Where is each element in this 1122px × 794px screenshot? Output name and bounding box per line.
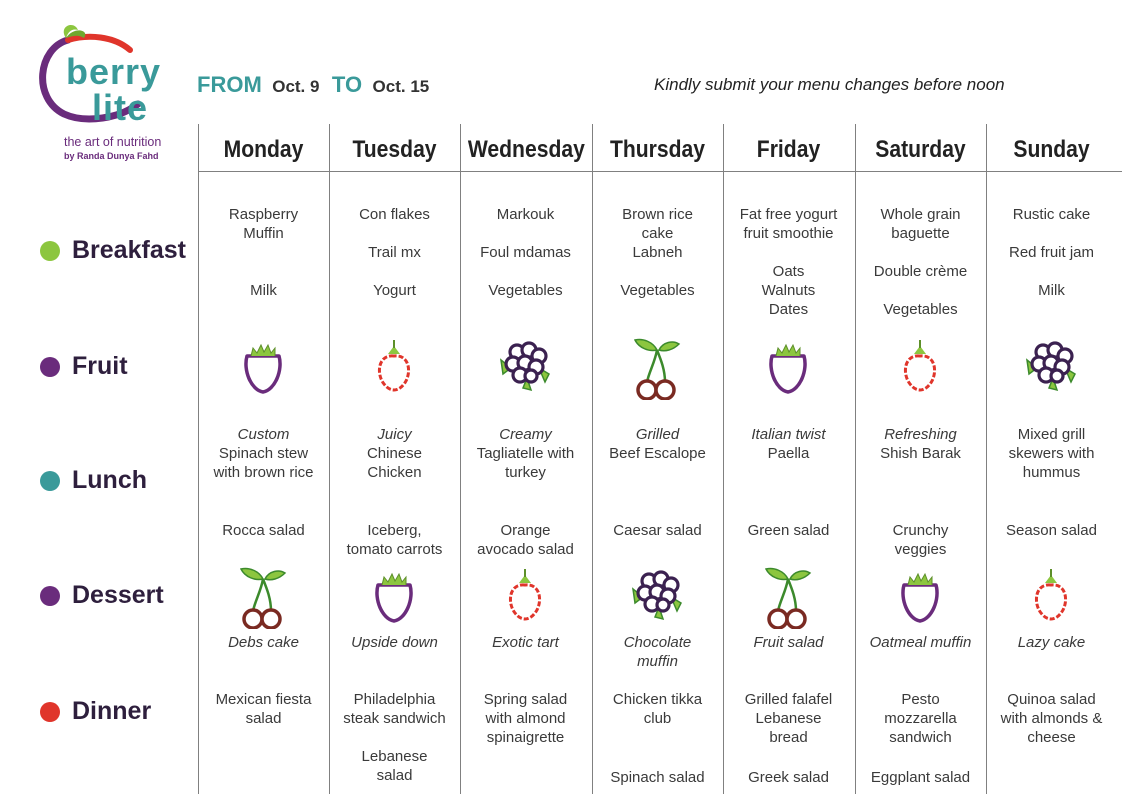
menu-line: Greek salad — [748, 769, 829, 786]
dinner-cell — [592, 690, 723, 728]
menu-line: with almonds & — [1000, 710, 1103, 727]
dinner-side-cell — [723, 768, 854, 787]
menu-line: Brown rice — [622, 206, 693, 223]
logo-wordmark-line2: lite — [92, 87, 149, 128]
meal-label-dessert: Dessert — [40, 581, 164, 610]
menu-line: Rocca salad — [222, 522, 305, 539]
menu-line: Double crème — [873, 263, 968, 280]
logo-tagline: the art of nutrition — [64, 135, 162, 149]
breakfast-cell — [986, 205, 1117, 300]
strawberry-icon — [364, 563, 424, 629]
meal-label-fruit: Fruit — [40, 352, 128, 381]
menu-line — [723, 243, 854, 262]
menu-line: sandwich — [889, 729, 952, 746]
blackberry-icon — [627, 563, 687, 629]
menu-line: baguette — [891, 225, 950, 242]
menu-line: Spinach salad — [610, 769, 705, 786]
day-header-saturday: Saturday — [875, 136, 966, 163]
menu-line: Lebanese — [755, 710, 822, 727]
lunch-style: Creamy — [499, 426, 552, 443]
menu-line: Green salad — [747, 522, 830, 539]
strawberry-icon — [890, 563, 950, 629]
menu-line: Oats — [772, 263, 805, 280]
lunch-style: Custom — [237, 426, 290, 443]
lunch-main-cell — [986, 425, 1117, 482]
dinner-dot-icon — [40, 702, 60, 722]
menu-line: Oatmeal muffin — [869, 634, 972, 651]
menu-line: Lebanese — [361, 748, 428, 765]
dinner-cell — [329, 690, 460, 728]
menu-line: muffin — [637, 653, 678, 670]
day-header-sunday: Sunday — [1013, 136, 1090, 163]
menu-line: salad — [376, 767, 413, 784]
lunch-side-cell — [855, 521, 986, 559]
from-date: Oct. 9 — [272, 77, 320, 96]
menu-line: steak sandwich — [343, 710, 446, 727]
dinner-cell — [460, 690, 591, 747]
menu-line: Crunchy — [892, 522, 949, 539]
menu-line — [329, 224, 460, 243]
raspberry-icon — [364, 334, 424, 400]
menu-line: Chinese — [366, 445, 423, 462]
menu-line: Pesto — [901, 691, 940, 708]
menu-line: Eggplant salad — [870, 769, 971, 786]
menu-line: Rustic cake — [1012, 206, 1091, 223]
lunch-side-cell — [460, 521, 591, 559]
breakfast-cell — [592, 205, 723, 300]
lunch-main-cell — [723, 425, 854, 463]
lunch-side-cell — [723, 521, 854, 540]
menu-line: Iceberg, — [367, 522, 422, 539]
menu-line: Whole grain — [880, 206, 961, 223]
blackberry-icon — [495, 334, 555, 400]
dinner-cell — [986, 690, 1117, 747]
menu-line: Upside down — [351, 634, 438, 651]
menu-line: cake — [641, 225, 674, 242]
menu-line: spinaigrette — [486, 729, 565, 746]
lunch-side-cell — [592, 521, 723, 540]
menu-line: Chocolate — [623, 634, 692, 651]
raspberry-icon — [495, 563, 555, 629]
dessert-dot-icon — [40, 586, 60, 606]
menu-line: skewers with — [1008, 445, 1095, 462]
menu-line: Vegetables — [620, 282, 695, 299]
breakfast-cell — [460, 205, 591, 300]
lunch-side-cell — [198, 521, 329, 540]
menu-line: Vegetables — [883, 301, 958, 318]
menu-line: Exotic tart — [492, 634, 559, 651]
menu-line: Yogurt — [373, 282, 416, 299]
menu-line: Mexican fiesta — [215, 691, 312, 708]
menu-line: Quinoa salad — [1007, 691, 1096, 708]
lunch-dot-icon — [40, 471, 60, 491]
menu-line: fruit smoothie — [743, 225, 834, 242]
menu-line — [855, 281, 986, 300]
menu-line: Chicken — [367, 464, 422, 481]
dessert-cell — [855, 633, 986, 652]
menu-line: Mixed grill — [1017, 426, 1086, 443]
menu-line: Con flakes — [359, 206, 430, 223]
menu-line: Debs cake — [228, 634, 299, 651]
lunch-style: Italian twist — [751, 426, 826, 443]
menu-line: Labneh — [632, 244, 683, 261]
day-header-friday: Friday — [756, 136, 821, 163]
from-label: FROM — [197, 72, 262, 97]
menu-line: Milk — [250, 282, 277, 299]
fruit-dot-icon — [40, 357, 60, 377]
lunch-side-cell — [986, 521, 1117, 540]
dessert-cell — [986, 633, 1117, 652]
menu-line — [198, 243, 329, 262]
breakfast-cell — [723, 205, 854, 319]
menu-line: Orange — [500, 522, 551, 539]
menu-line: bread — [769, 729, 808, 746]
menu-line: cheese — [1027, 729, 1076, 746]
menu-line: Tagliatelle with — [476, 445, 575, 462]
dinner-side-cell — [329, 747, 460, 785]
menu-line: Markouk — [496, 206, 555, 223]
lunch-side-cell — [329, 521, 460, 559]
menu-line: Season salad — [1006, 522, 1097, 539]
lunch-main-cell — [592, 425, 723, 463]
menu-line: Spinach stew — [218, 445, 309, 462]
cherry-icon — [627, 334, 687, 400]
logo-byline: by Randa Dunya Fahd — [64, 151, 159, 161]
menu-line: Vegetables — [488, 282, 563, 299]
menu-line: Shish Barak — [880, 445, 961, 462]
cherry-icon — [758, 563, 818, 629]
lunch-style: Juicy — [377, 426, 412, 443]
menu-line: Paella — [767, 445, 810, 462]
menu-line: hummus — [1022, 464, 1081, 481]
menu-line: turkey — [505, 464, 546, 481]
menu-line: Fat free yogurt — [739, 206, 838, 223]
breakfast-dot-icon — [40, 241, 60, 261]
menu-line: with almond — [485, 710, 566, 727]
lunch-main-cell — [329, 425, 460, 482]
breakfast-cell — [198, 205, 329, 300]
menu-line — [460, 262, 591, 281]
raspberry-icon — [1021, 563, 1081, 629]
menu-line: avocado salad — [477, 541, 574, 558]
to-label: TO — [331, 72, 363, 97]
dessert-cell — [592, 633, 723, 671]
menu-line: salad — [245, 710, 282, 727]
menu-line — [855, 243, 986, 262]
menu-line: Milk — [1038, 282, 1065, 299]
day-header-tuesday: Tuesday — [352, 136, 437, 163]
menu-line: with brown rice — [213, 464, 314, 481]
dinner-cell — [723, 690, 854, 747]
menu-line — [986, 262, 1117, 281]
menu-line: veggies — [894, 541, 947, 558]
breakfast-cell — [329, 205, 460, 300]
strawberry-icon — [758, 334, 818, 400]
menu-change-notice: Kindly submit your menu changes before noon — [654, 75, 1005, 94]
menu-line: Chicken tikka — [612, 691, 703, 708]
meal-label-lunch: Lunch — [40, 466, 147, 495]
menu-line: Raspberry — [228, 206, 299, 223]
cherry-icon — [233, 563, 293, 629]
menu-line: club — [643, 710, 672, 727]
to-date: Oct. 15 — [372, 77, 430, 96]
meal-label-dinner: Dinner — [40, 697, 151, 726]
menu-line — [592, 262, 723, 281]
menu-line: Spring salad — [483, 691, 568, 708]
header-divider — [198, 171, 1122, 172]
menu-line: Dates — [768, 301, 809, 318]
dessert-cell — [198, 633, 329, 652]
menu-line: Philadelphia — [353, 691, 436, 708]
menu-line: Beef Escalope — [609, 445, 706, 462]
dinner-cell — [198, 690, 329, 728]
blackberry-icon — [1021, 334, 1081, 400]
date-range — [197, 72, 429, 98]
lunch-style: Grilled — [635, 426, 680, 443]
logo — [28, 18, 168, 168]
day-header-wednesday: Wednesday — [467, 136, 585, 163]
menu-line: Walnuts — [761, 282, 816, 299]
menu-line: Caesar salad — [613, 522, 702, 539]
day-header-thursday: Thursday — [609, 136, 706, 163]
logo-wordmark-line1: berry — [66, 51, 162, 92]
menu-line: tomato carrots — [346, 541, 443, 558]
dinner-side-cell — [592, 768, 723, 787]
lunch-style: Refreshing — [884, 426, 957, 443]
day-header-monday: Monday — [223, 136, 304, 163]
raspberry-icon — [890, 334, 950, 400]
meal-label-breakfast: Breakfast — [40, 236, 186, 265]
menu-line: Fruit salad — [753, 634, 824, 651]
lunch-main-cell — [855, 425, 986, 463]
lunch-main-cell — [198, 425, 329, 482]
menu-line: Red fruit jam — [1008, 244, 1095, 261]
strawberry-icon — [233, 334, 293, 400]
menu-line: Foul mdamas — [480, 244, 571, 261]
dinner-side-cell — [855, 768, 986, 787]
menu-line: Lazy cake — [1017, 634, 1086, 651]
dinner-cell — [855, 690, 986, 747]
menu-line — [329, 262, 460, 281]
lunch-main-cell — [460, 425, 591, 482]
dessert-cell — [723, 633, 854, 652]
menu-line: Grilled falafel — [744, 691, 833, 708]
dessert-cell — [460, 633, 591, 652]
menu-line — [198, 262, 329, 281]
breakfast-cell — [855, 205, 986, 319]
menu-line: Trail mx — [368, 244, 421, 261]
menu-line: mozzarella — [884, 710, 957, 727]
menu-line — [460, 224, 591, 243]
menu-line — [986, 224, 1117, 243]
menu-line: Muffin — [243, 225, 284, 242]
dessert-cell — [329, 633, 460, 652]
